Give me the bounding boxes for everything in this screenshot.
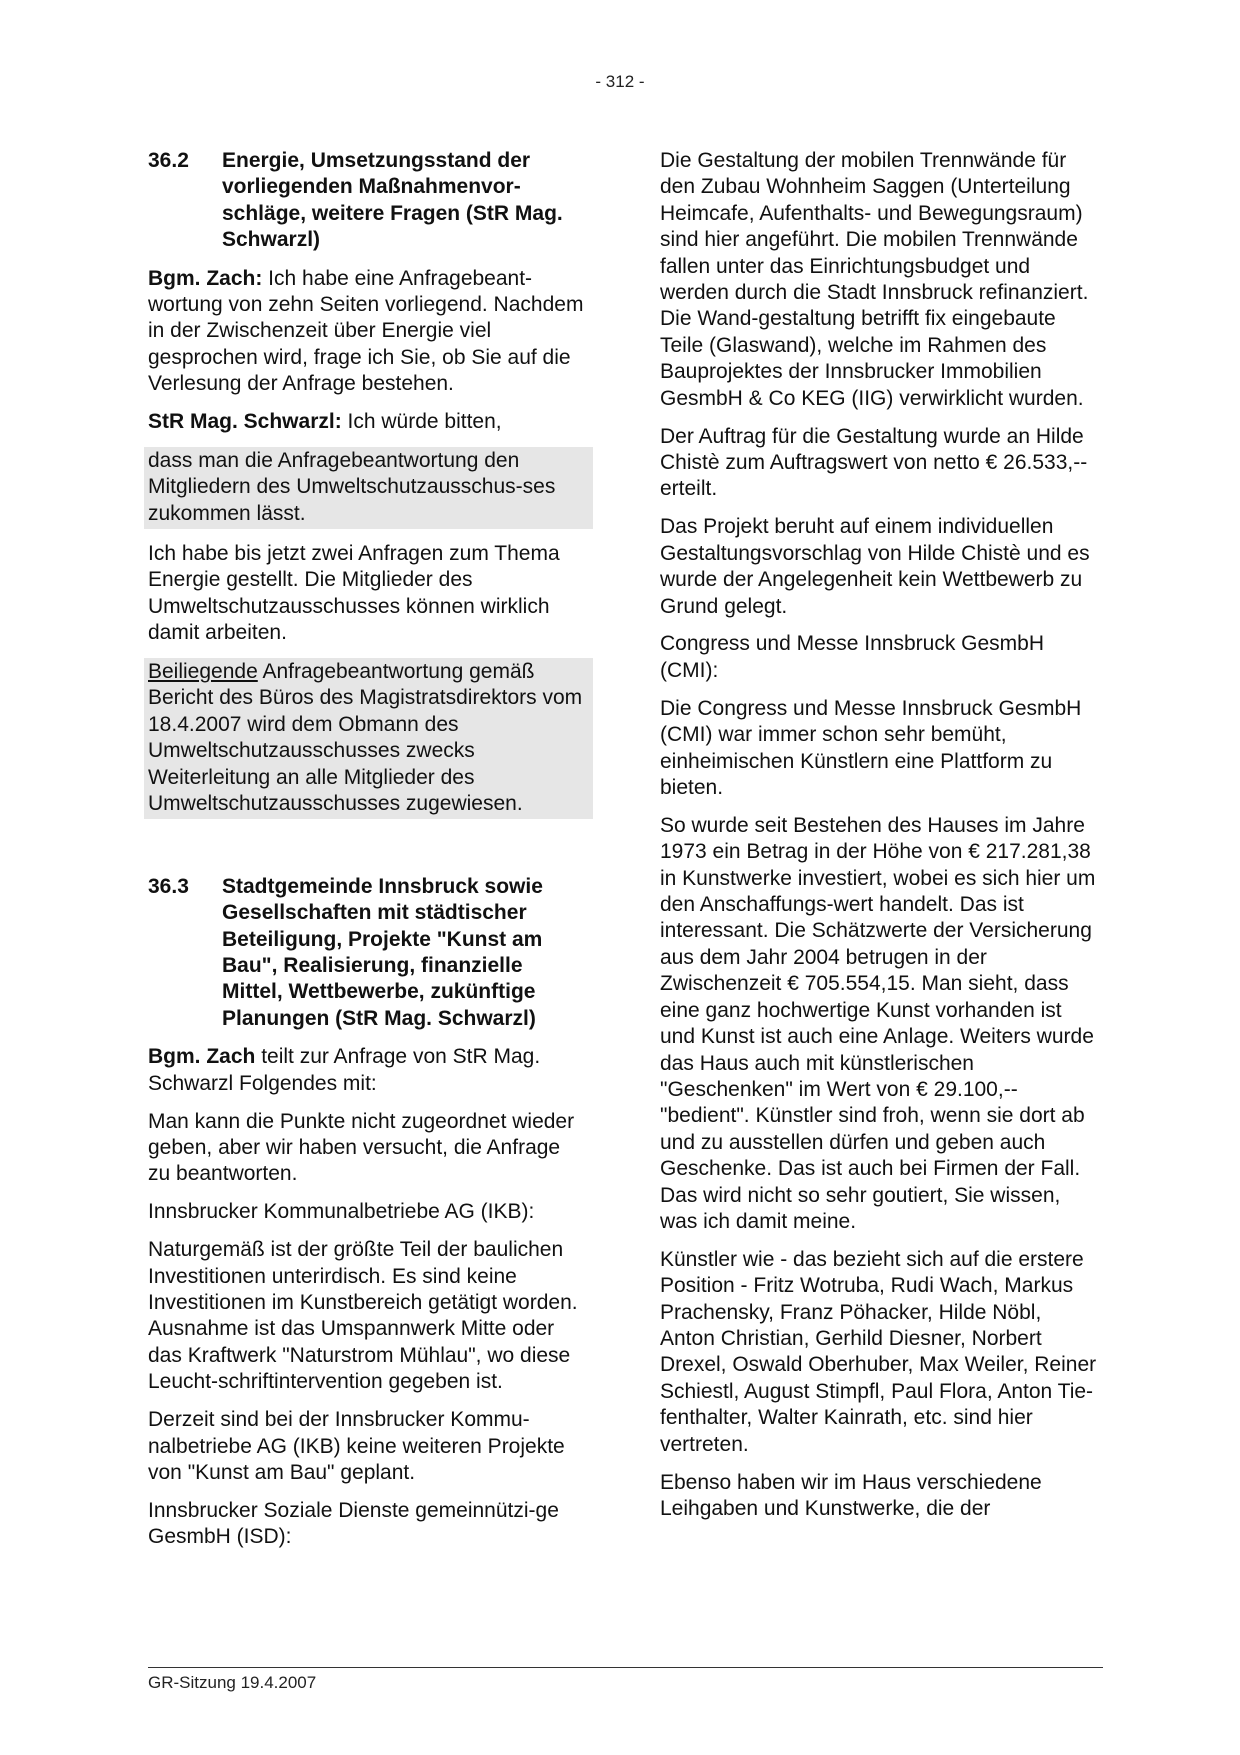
paragraph: Die Congress und Messe Innsbruck GesmbH (CMI) war immer schon sehr bemüht, einheimischen Künstlern eine Plattform zu bieten. <box>660 696 1082 799</box>
paragraph: Das Projekt beruht auf einem individuellen Gestaltungsvorschlag von Hilde Chistè und es wurde der Angelegenheit kein Wettbewerb zu Grund gelegt. <box>660 515 1090 618</box>
section-number: 36.3 <box>148 874 189 898</box>
right-column <box>660 148 1100 1534</box>
paragraph: Man kann die Punkte nicht zugeordnet wieder geben, aber wir haben versucht, die Anfrage zu beantworten. <box>148 1109 575 1186</box>
section-number: 36.2 <box>148 149 189 172</box>
footer-divider <box>148 1667 1103 1668</box>
paragraph: Innsbrucker Kommunalbetriebe AG (IKB): <box>148 1200 535 1224</box>
highlighted-motion-text: dass man die Anfragebeantwortung den Mitgliedern des Umweltschutzausschus-ses zukommen lässt. <box>144 447 593 529</box>
section-title: Stadtgemeinde Innsbruck sowie Gesellschaften mit städtischer Beteiligung, Projekte "Kunst am Bau", Realisierung, finanzielle Mittel, Wettbewerbe, zukünftige Planungen (StR Mag. Schwarzl) <box>222 874 543 1030</box>
paragraph: So wurde seit Bestehen des Hauses im Jahre 1973 ein Betrag in der Höhe von € 217.281,38 in Kunstwerke investiert, wobei es sich hier um den Anschaffungs-wert handelt. Das ist interessant. Die Schätzwerte der Versicherung aus dem Jahr 2004 betrugen in der Zwischenzeit € 705.554,15. Man sieht, dass eine ganz hochwertige Kunst vorhanden ist und Kunst ist auch eine Anlage. Weiters wurde das Haus auch mit künstlerischen "Geschenken" im Wert von € 29.100,-- "bedient". Künstler sind froh, wenn sie dort ab und zu ausstellen dürfen und geben auch Geschenke. Das ist auch bei Firmen der Fall. Das wird nicht so sehr goutiert, Sie wissen, was ich damit meine. <box>660 813 1096 1233</box>
paragraph: Der Auftrag für die Gestaltung wurde an Hilde Chistè zum Auftragswert von netto € 26.533,-- erteilt. <box>660 424 1088 501</box>
underlined-word: Beiliegende <box>148 659 258 683</box>
paragraph: Innsbrucker Soziale Dienste gemeinnützi-ge GesmbH (ISD): <box>148 1498 559 1549</box>
paragraph: Die Gestaltung der mobilen Trennwände für den Zubau Wohnheim Saggen (Unterteilung Heimcafe, Aufenthalts- und Bewegungsraum) sind hier angeführt. Die mobilen Trennwände fallen unter das Einrichtungsbudget und werden durch die Stadt Innsbruck refinanziert. Die Wand-gestaltung betrifft fix eingebaute Teile (Glaswand), welche im Rahmen des Bauprojektes der Innsbrucker Immobilien GesmbH & Co KEG (IIG) verwirklicht wurden. <box>660 149 1089 410</box>
speaker-name: Bgm. Zach <box>148 1045 256 1069</box>
paragraph: Bgm. Zach teilt zur Anfrage von StR Mag. Schwarzl Folgendes mit: <box>148 1045 541 1095</box>
left-column <box>148 148 588 1562</box>
footer-session-label: GR-Sitzung 19.4.2007 <box>148 1673 317 1692</box>
speaker-name: StR Mag. Schwarzl: <box>148 410 342 434</box>
highlighted-resolution-text: Beiliegende Anfragebeantwortung gemäß Bericht des Büros des Magistratsdirektors vom 18.4.2007 wird dem Obmann des Umweltschutzausschusses zwecks Weiterleitung an alle Mitglieder des Umweltschutzausschusses zugewiesen. <box>144 658 593 819</box>
paragraph: Künstler wie - das bezieht sich auf die erstere Position - Fritz Wotruba, Rudi Wach, Markus Prachensky, Franz Pöhacker, Hilde Nöbl, Anton Christian, Gerhild Diesner, Norbert Drexel, Oswald Oberhuber, Max Weiler, Reiner Schiestl, August Stimpfl, Paul Flora, Anton Tie-fenthalter, Walter Kainrath, etc. sind hier vertreten. <box>660 1247 1097 1456</box>
section-title: Energie, Umsetzungsstand der vorliegenden Maßnahmenvor-schläge, weitere Fragen (StR Mag. Schwarzl) <box>222 149 563 252</box>
paragraph: Derzeit sind bei der Innsbrucker Kommu-nalbetriebe AG (IKB) keine weiteren Projekte von "Kunst am Bau" geplant. <box>148 1408 565 1484</box>
section-heading-36-2 <box>148 148 588 254</box>
paragraph: Naturgemäß ist der größte Teil der baulichen Investitionen unterirdisch. Es sind keine Investitionen im Kunstbereich getätigt worden. Ausnahme ist das Umspannwerk Mitte oder das Kraftwerk "Naturstrom Mühlau", wo diese Leucht-schriftintervention gegeben ist. <box>148 1238 578 1394</box>
paragraph: Bgm. Zach: Ich habe eine Anfragebeant-wortung von zehn Seiten vorliegend. Nachdem in der Zwischenzeit über Energie viel gesprochen wird, frage ich Sie, ob Sie auf die Verlesung der Anfrage bestehen. <box>148 266 584 396</box>
paragraph: Ebenso haben wir im Haus verschiedene Leihgaben und Kunstwerke, die der <box>660 1470 1042 1520</box>
page-number: - 312 - <box>595 72 645 91</box>
paragraph: StR Mag. Schwarzl: Ich würde bitten, <box>148 410 502 434</box>
speaker-name: Bgm. Zach: <box>148 266 263 290</box>
paragraph: Ich habe bis jetzt zwei Anfragen zum Thema Energie gestellt. Die Mitglieder des Umweltschutzausschusses können wirklich damit arbeiten. <box>148 541 560 644</box>
paragraph: Congress und Messe Innsbruck GesmbH (CMI): <box>660 632 1044 682</box>
section-heading-36-3 <box>148 874 588 1032</box>
